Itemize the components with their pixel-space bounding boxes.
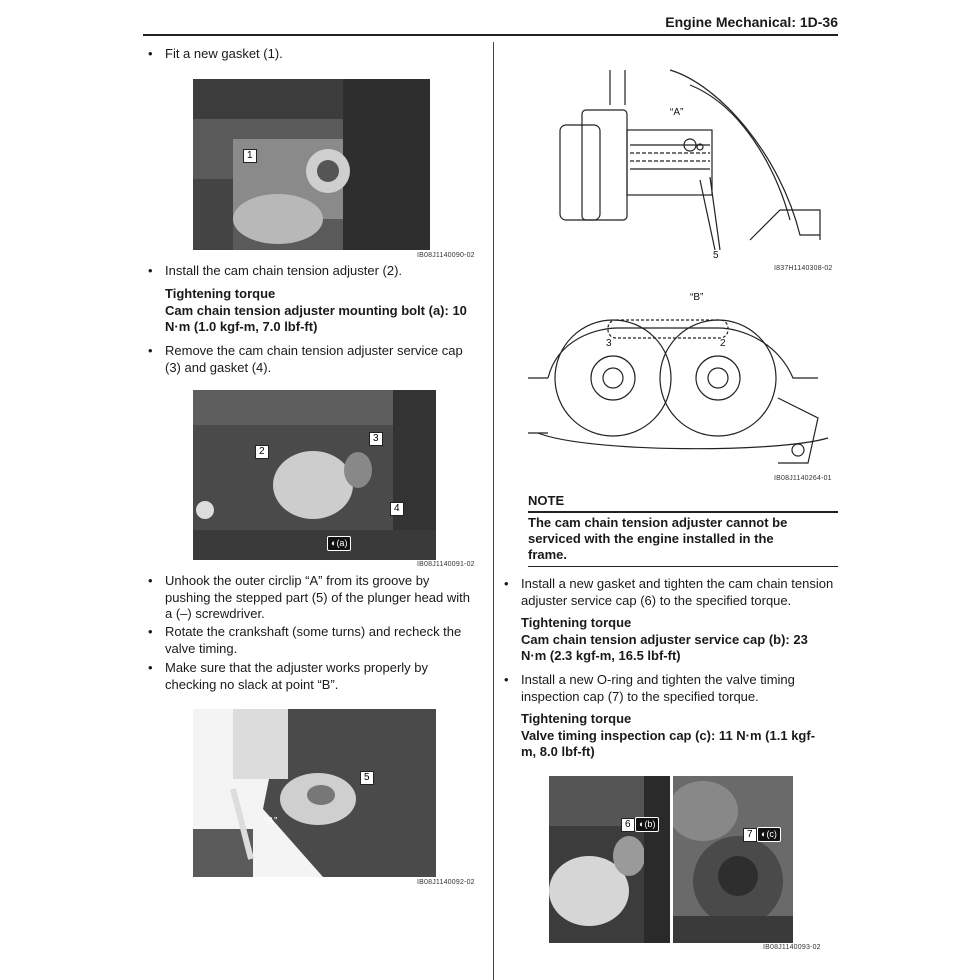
torque-line: Cam chain tension adjuster service cap (b): 23 (521, 631, 808, 647)
callout-2: 2 (255, 445, 269, 459)
photo-service-cap-installed (549, 776, 670, 943)
bullet-icon: • (148, 343, 153, 358)
column-divider (493, 42, 494, 980)
step-rotate-crankshaft: • Rotate the crankshaft (some turns) and recheck the valve timing. (148, 624, 462, 656)
bullet-icon: • (148, 660, 153, 675)
wrench-icon: ◐ (639, 819, 645, 829)
figure-caption: I837H1140308-02 (774, 265, 833, 272)
step-install-gasket-cap: • Install a new gasket and tighten the cam chain tension adjuster service cap (6) to the specified torque. (504, 576, 834, 608)
note-heading: NOTE (528, 493, 565, 508)
page-header (600, 14, 838, 36)
label-a: “A” (264, 816, 278, 827)
wrench-icon: ◐ (331, 538, 337, 548)
torque-heading: Tightening torque (521, 615, 632, 630)
step-install-adjuster: • Install the cam chain tension adjuster (2). (148, 263, 403, 278)
torque-line: Cam chain tension adjuster mounting bolt (a): 10 (165, 302, 467, 318)
torque-spec-b (521, 615, 836, 665)
torque-line: N·m (1.0 kgf-m, 7.0 lbf-ft) (165, 319, 318, 334)
figure-caption: IB08J1140090-02 (417, 252, 475, 259)
callout-1: 1 (243, 149, 257, 163)
step-fit-gasket: • Fit a new gasket (1). (148, 46, 283, 61)
callout-3: 3 (369, 432, 383, 446)
label-a: “A” (670, 107, 684, 118)
page-title: Engine Mechanical: 1D-36 (665, 14, 838, 30)
wrench-icon: ◐ (761, 829, 767, 839)
diagram-adjuster (550, 65, 835, 265)
step-unhook-circlip: • Unhook the outer circlip “A” from its groove by pushing the stepped part (5) of the plunger head with a (–) screwdriver. (148, 573, 470, 621)
torque-tag-a: ◐(a) (327, 536, 351, 551)
figure-caption: IB08J1140264-01 (774, 475, 832, 482)
callout-5: 5 (360, 771, 374, 785)
figure-caption: IB08J1140093-02 (763, 944, 821, 951)
diagram-cam-chain (528, 288, 838, 478)
bullet-icon: • (504, 672, 509, 687)
torque-line: N·m (2.3 kgf-m, 16.5 lbf-ft) (521, 648, 681, 663)
bullet-icon: • (148, 46, 153, 61)
photo-plunger (193, 709, 436, 877)
photo-service-cap (193, 390, 436, 560)
note-body: The cam chain tension adjuster cannot be serviced with the engine installed in the frame. (528, 515, 788, 562)
label-b: “B” (690, 292, 704, 303)
torque-heading: Tightening torque (521, 711, 632, 726)
step-check-slack: • Make sure that the adjuster works properly by checking no slack at point “B”. (148, 660, 429, 692)
bullet-icon: • (504, 576, 509, 591)
step-remove-cap: • Remove the cam chain tension adjuster service cap (3) and gasket (4). (148, 343, 463, 375)
note-rule (528, 566, 838, 567)
note-rule (528, 511, 838, 513)
torque-tag-b: ◐(b) (635, 817, 659, 832)
label-3: 3 (606, 338, 612, 349)
torque-spec-a (165, 286, 485, 336)
header-rule (143, 34, 838, 36)
bullet-icon: • (148, 573, 153, 588)
callout-7: 7 (743, 828, 757, 842)
figure-caption: IB08J1140091-02 (417, 561, 475, 568)
callout-4: 4 (390, 502, 404, 516)
step-install-oring: • Install a new O-ring and tighten the valve timing inspection cap (7) to the specified torque. (504, 672, 795, 704)
torque-tag-c: ◐(c) (757, 827, 781, 842)
torque-line: m, 8.0 lbf-ft) (521, 744, 595, 759)
bullet-icon: • (148, 263, 153, 278)
figure-caption: IB08J1140092-02 (417, 879, 475, 886)
torque-heading: Tightening torque (165, 286, 276, 301)
photo-inspection-cap-installed (673, 776, 793, 943)
bullet-icon: • (148, 624, 153, 639)
torque-line: Valve timing inspection cap (c): 11 N·m (1.1 kgf- (521, 727, 816, 743)
photo-gasket (193, 79, 430, 250)
torque-spec-c (521, 711, 836, 761)
label-5: 5 (713, 250, 719, 261)
callout-6: 6 (621, 818, 635, 832)
label-2: 2 (720, 338, 726, 349)
